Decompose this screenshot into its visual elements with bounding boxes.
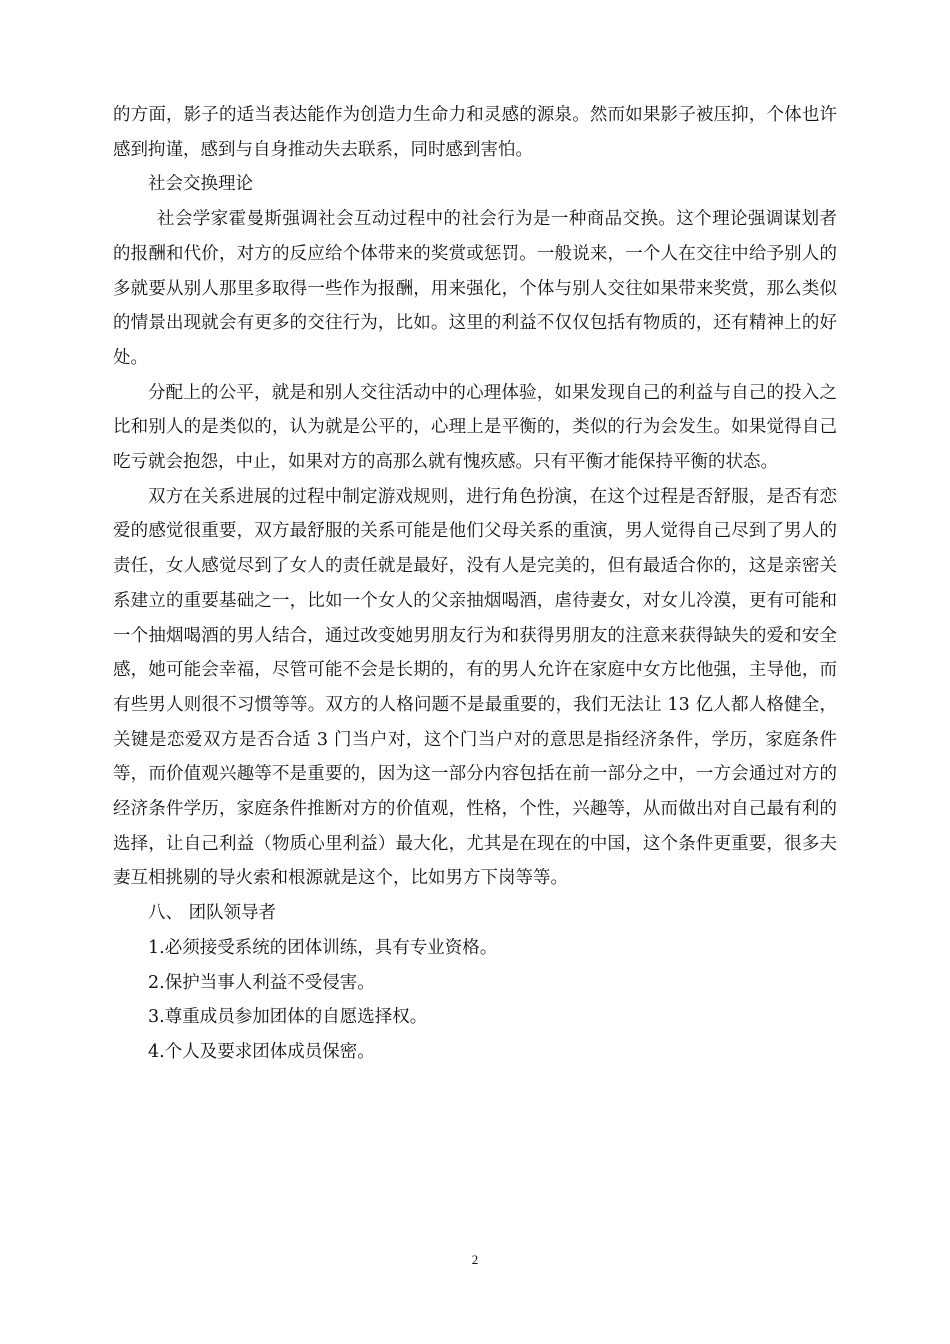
paragraph-homans: 社会学家霍曼斯强调社会互动过程中的社会行为是一种商品交换。这个理论强调谋划者的报酬和代价，对方的反应给个体带来的奖赏或惩罚。一般说来，一个人在交往中给予别人的多就要从别人那里多取得一些作为报酬，用来强化，个体与别人交往如果带来奖赏，那么类似的情景出现就会有更多的交往行为，比如。这里的利益不仅仅包括有物质的，还有精神上的好处。 [113,209,837,368]
section-heading-social-exchange: 社会交换理论 [148,174,253,195]
paragraph-shadow-intro: 的方面，影子的适当表达能作为创造力生命力和灵感的源泉。然而如果影子被压抑，个体也许感到拘谨，感到与自身推动失去联系，同时感到害怕。 [113,105,837,160]
leader-item-4: 4.个人及要求团体成员保密。 [148,1041,375,1062]
leader-item-1: 1.必须接受系统的团体训练，具有专业资格。 [148,937,498,958]
leader-item-2: 2.保护当事人利益不受侵害。 [148,972,375,993]
paragraph-roles: 双方在关系进展的过程中制定游戏规则，进行角色扮演，在这个过程是否舒服，是否有恋爱的感觉很重要，双方最舒服的关系可能是他们父母关系的重演，男人觉得自己尽到了男人的责任，女人感觉尽到了女人的责任就是最好，没有人是完美的，但有最适合你的，这是亲密关系建立的重要基础之一，比如一个女人的父亲抽烟喝酒，虐待妻女，对女儿冷漠，更有可能和一个抽烟喝酒的男人结合，通过改变她男朋友行为和获得男朋友的注意来获得缺失的爱和安全感，她可能会幸福，尽管可能不会是长期的，有的男人允许在家庭中女方比他强，主导他，而有些男人则很不习惯等等。双方的人格问题不是最重要的，我们无法让 13 亿人都人格健全，关键是恋爱双方是否合适 3 门当户对，这个门当户对的意思是指经济条件，学历，家庭条件等，而价值观兴趣等不是重要的，因为这一部分内容包括在前一部分之中，一方会通过对方的经济条件学历，家庭条件推断对方的价值观，性格，个性，兴趣等，从而做出对自己最有利的选择，让自己利益（物质心里利益）最大化，尤其是在现在的中国，这个条件更重要，很多夫妻互相挑剔的导火索和根源就是这个，比如男方下岗等等。 [113,486,837,889]
paragraph-fairness: 分配上的公平，就是和别人交往活动中的心理体验，如果发现自己的利益与自己的投入之比和别人的是类似的，认为就是公平的，心理上是平衡的，类似的行为会发生。如果觉得自己吃亏就会抱怨，中止，如果对方的高那么就有愧疚感。只有平衡才能保持平衡的状态。 [113,382,837,473]
page-number: 2 [471,1252,479,1267]
document-body [113,98,837,1070]
leader-item-3: 3.尊重成员参加团体的自愿选择权。 [148,1007,428,1028]
section-heading-team-leader: 八、 团队领导者 [148,903,277,924]
